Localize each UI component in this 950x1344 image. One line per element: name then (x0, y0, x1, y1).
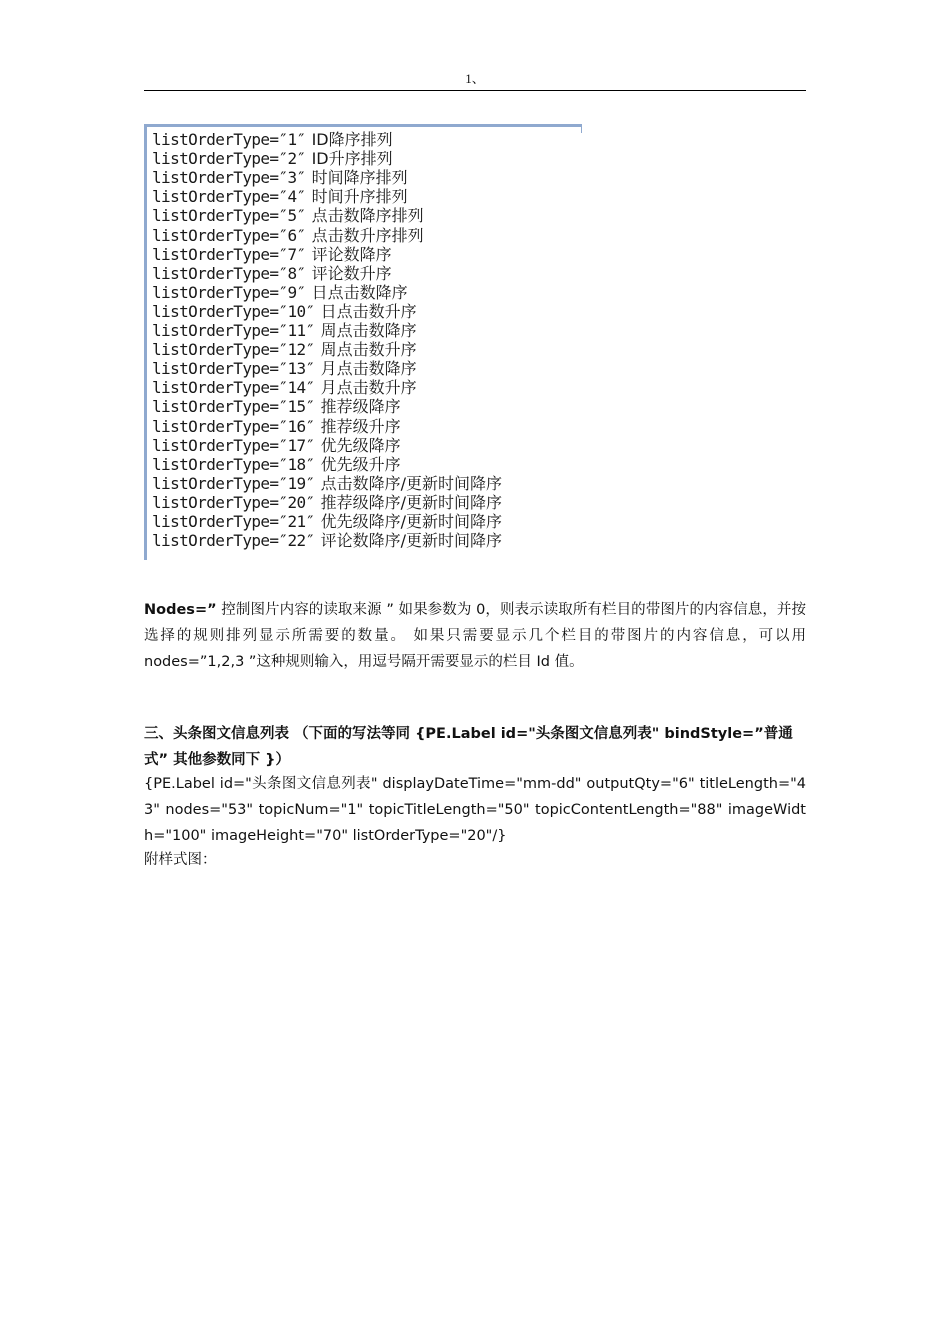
order-type-description: 推荐级升序 (320, 416, 401, 436)
order-type-description: 优先级降序/更新时间降序 (320, 512, 502, 531)
order-type-description: 优先级升序 (320, 454, 401, 474)
order-type-description: 推荐级降序 (320, 397, 401, 417)
order-type-code: listOrderType=″14″ (152, 378, 315, 398)
page-number: 1、 (465, 71, 485, 86)
order-type-code: listOrderType=″11″ (152, 321, 315, 340)
nodes-label: Nodes=” (144, 602, 217, 618)
order-type-description: 日点击数降序 (311, 282, 408, 302)
order-type-description: 点击数降序/更新时间降序 (320, 473, 502, 493)
order-type-code: listOrderType=″5″ (152, 206, 306, 226)
list-order-type-screenshot (144, 124, 582, 560)
order-type-line (152, 168, 408, 187)
order-type-code: listOrderType=″7″ (152, 244, 306, 264)
order-type-code: listOrderType=″4″ (152, 187, 306, 207)
order-type-code: listOrderType=″15″ (152, 397, 315, 417)
order-type-line (152, 321, 417, 340)
order-type-code: listOrderType=″13″ (152, 359, 315, 379)
order-type-line (152, 226, 424, 245)
order-type-code: listOrderType=″2″ (152, 149, 306, 169)
order-type-description: 时间降序排列 (311, 168, 408, 188)
order-type-description: 评论数降序 (311, 244, 392, 264)
nodes-description: 控制图片内容的读取来源 ” 如果参数为 0，则表示读取所有栏目的带图片的内容信息，并按选择的规则排列显示所需要的数量。 如果只需要显示几个栏目的带图片的内容信息，可以用 nodes=”1,2,3 ”这种规则输入，用逗号隔开需要显示的栏目 Id 值。 (144, 602, 806, 670)
order-type-description: 推荐级降序/更新时间降序 (320, 492, 502, 512)
order-type-line (152, 531, 502, 550)
order-type-description: 评论数降序/更新时间降序 (320, 531, 502, 551)
order-type-line (152, 187, 408, 206)
order-type-line (152, 455, 401, 474)
order-type-code: listOrderType=″17″ (152, 435, 315, 455)
order-type-line (152, 245, 392, 264)
order-type-description: 点击数升序排列 (311, 225, 424, 245)
order-type-description: ID降序排列 (311, 130, 393, 149)
order-type-code: listOrderType=″22″ (152, 531, 315, 551)
order-type-line (152, 359, 417, 378)
section3-code: {PE.Label id="头条图文信息列表" displayDateTime="mm-dd" outputQty="6" titleLength="43" nodes="53" topicNum="1" topicTitleLength="50" topicContentLength="88" imageWidth="100" imageHeight="70" listOrderType="20"/} (144, 776, 806, 844)
order-type-code: listOrderType=″20″ (152, 492, 315, 512)
order-type-line (152, 302, 417, 321)
order-type-description: 时间升序排列 (311, 187, 408, 207)
order-type-line (152, 378, 417, 397)
order-type-code: listOrderType=″19″ (152, 473, 315, 493)
order-type-description: 月点击数降序 (320, 359, 417, 379)
order-type-description: 评论数升序 (311, 263, 392, 283)
order-type-description: ID升序排列 (311, 149, 393, 169)
nodes-paragraph (144, 597, 806, 677)
order-type-code: listOrderType=″3″ (152, 168, 306, 188)
order-type-description: 优先级降序 (320, 435, 401, 455)
order-type-description: 月点击数升序 (320, 378, 417, 398)
order-type-line (152, 130, 393, 149)
order-type-code: listOrderType=″16″ (152, 416, 315, 436)
order-type-code: listOrderType=″10″ (152, 301, 315, 321)
order-type-description: 周点击数升序 (320, 340, 417, 360)
order-type-line (152, 340, 417, 359)
order-type-line (152, 206, 424, 225)
order-type-code: listOrderType=″1″ (152, 130, 306, 149)
order-type-code: listOrderType=″8″ (152, 263, 306, 283)
order-type-description: 周点击数降序 (320, 321, 417, 340)
order-type-description: 点击数降序排列 (311, 206, 424, 226)
order-type-code: listOrderType=″6″ (152, 225, 306, 245)
order-type-code: listOrderType=″18″ (152, 454, 315, 474)
order-type-line (152, 474, 502, 493)
order-type-code: listOrderType=″12″ (152, 340, 315, 360)
figure-caption: 附样式图： (144, 852, 217, 868)
order-type-line (152, 283, 408, 302)
order-type-code: listOrderType=″21″ (152, 512, 315, 531)
order-type-line (152, 512, 502, 531)
order-type-line (152, 149, 393, 168)
section3-heading: 三、头条图文信息列表 （下面的写法等同 {PE.Label id="头条图文信息列表" bindStyle=”普通式” 其他参数同下 }） (144, 726, 793, 768)
order-type-line (152, 397, 401, 416)
order-type-line (152, 264, 392, 283)
order-type-line (152, 417, 401, 436)
screenshot-border-edge (581, 127, 582, 133)
order-type-line (152, 493, 502, 512)
order-type-code: listOrderType=″9″ (152, 282, 306, 302)
order-type-line (152, 436, 401, 455)
header-rule (144, 90, 806, 91)
order-type-description: 日点击数升序 (320, 301, 417, 321)
